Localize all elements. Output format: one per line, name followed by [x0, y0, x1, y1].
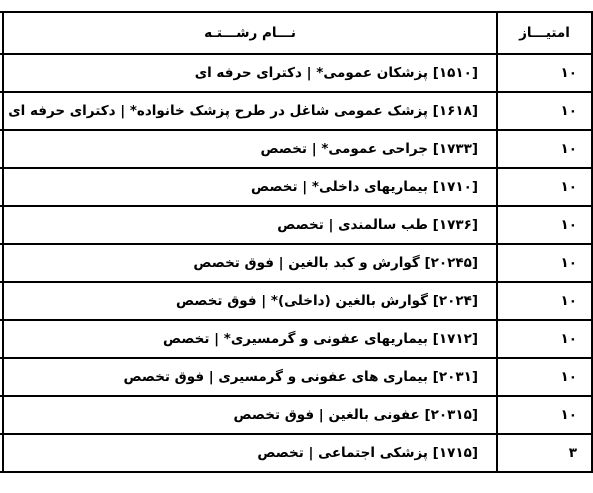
field-name-cell: [۱۷۱۲] بیماریهای عفونی و گرمسیری* | تخصص: [3, 320, 497, 358]
table-row: [0, 320, 592, 358]
table-row: [0, 54, 592, 92]
table-row: [0, 358, 592, 396]
score-cell: ۱۰: [497, 396, 592, 434]
score-cell: ۱۰: [497, 130, 592, 168]
score-header: امتیـــاز: [497, 12, 592, 54]
field-name-cell: [۱۶۱۸] پزشک عمومی شاغل در طرح پزشک خانواده* | دکترای حرفه ای: [3, 92, 497, 130]
field-name-cell: [۱۷۳۶] طب سالمندی | تخصص: [3, 206, 497, 244]
field-name-cell: [۲۰۳۱۵] عفونی بالغین | فوق تخصص: [3, 396, 497, 434]
table-row: [0, 434, 592, 472]
score-cell: ۱۰: [497, 244, 592, 282]
header-row: [0, 12, 592, 54]
field-name-cell: [۱۷۳۳] جراحی عمومی* | تخصص: [3, 130, 497, 168]
table-row: [0, 168, 592, 206]
score-cell: ۱۰: [497, 54, 592, 92]
field-name-cell: [۲۰۲۴] گوارش بالغین (داخلی)* | فوق تخصص: [3, 282, 497, 320]
table-row: [0, 206, 592, 244]
fields-score-table: [0, 11, 593, 473]
score-cell: ۱۰: [497, 358, 592, 396]
field-name-cell: [۱۵۱۰] پزشکان عمومی* | دکترای حرفه ای: [3, 54, 497, 92]
table-row: [0, 396, 592, 434]
field-name-cell: [۲۰۲۴۵] گوارش و کبد بالغین | فوق تخصص: [3, 244, 497, 282]
score-cell: ۱۰: [497, 282, 592, 320]
score-cell: ۱۰: [497, 92, 592, 130]
fields-table-container: [0, 11, 592, 473]
field-name-cell: [۲۰۳۱] بیماری های عفونی و گرمسیری | فوق تخصص: [3, 358, 497, 396]
score-cell: ۱۰: [497, 320, 592, 358]
score-cell: ۱۰: [497, 206, 592, 244]
table-row: [0, 130, 592, 168]
field-name-cell: [۱۷۱۵] پزشکی اجتماعی | تخصص: [3, 434, 497, 472]
field-name-header: نـــام رشـــتـه: [3, 12, 497, 54]
score-cell: ۳: [497, 434, 592, 472]
table-row: [0, 282, 592, 320]
score-cell: ۱۰: [497, 168, 592, 206]
table-row: [0, 244, 592, 282]
field-name-cell: [۱۷۱۰] بیماریهای داخلی* | تخصص: [3, 168, 497, 206]
table-row: [0, 92, 592, 130]
